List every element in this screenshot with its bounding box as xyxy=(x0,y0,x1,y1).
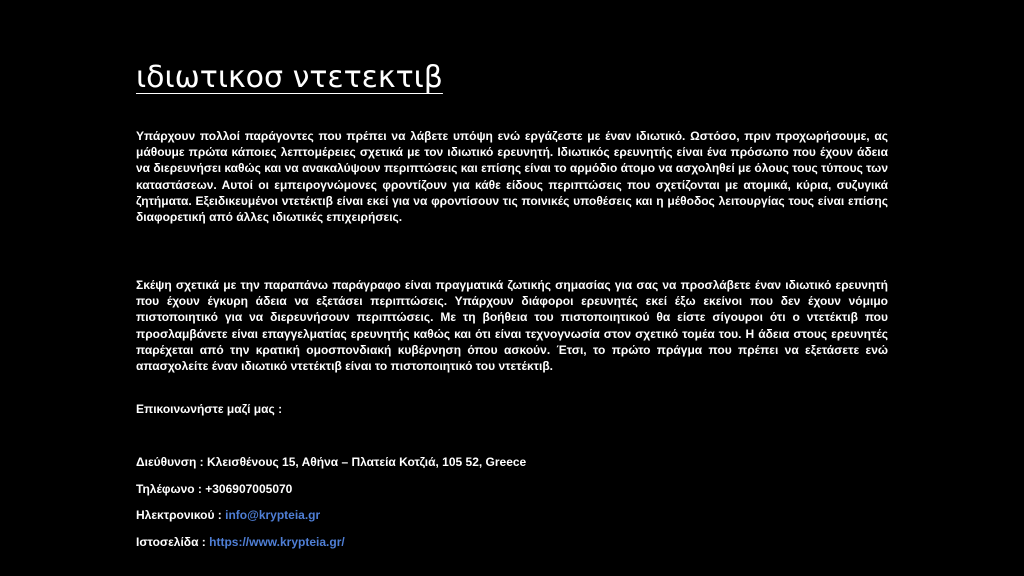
contact-heading: Επικοινωνήστε μαζί μας : xyxy=(136,402,283,416)
contact-phone: Τηλέφωνο : +306907005070 xyxy=(136,482,293,496)
paragraph-intro: Υπάρχουν πολλοί παράγοντες που πρέπει να λάβετε υπόψη ενώ εργάζεστε με έναν ιδιωτικό. Ωστόσο, πριν προχωρήσουμε, ας μάθουμε πρώτα κάποιες λεπτομέρειες σχετικά με τον ιδιωτικό ερευνητή. Ιδιωτικός ερευνητής είναι ένα πρόσωπο που έχουν άδεια να διερευνήσει καθώς και να ανακαλύψουν περιπτώσεις και επίσης είναι το αρμόδιο άτομο να ασχοληθεί με όλους τους τύπους των καταστάσεων. Αυτοί οι εμπειρογνώμονες φροντίζουν για κάθε είδους περιπτώσεις που σχετίζονται με ατομικά, κύρια, συζυγικά ζητήματα. Εξειδικευμένοι ντετέκτιβ είναι εκεί για να φροντίσουν τις ποινικές υποθέσεις και η μέθοδος λειτουργίας τους είναι επίσης διαφορετική από άλλες ιδιωτικές επιχειρήσεις. xyxy=(136,129,888,225)
website-label: Ιστοσελίδα : xyxy=(136,535,210,549)
slide-title: ιδιωτικοσ ντετεκτιβ xyxy=(136,60,443,95)
email-link[interactable]: info@krypteia.gr xyxy=(225,508,321,522)
contact-address: Διεύθυνση : Κλεισθένους 15, Αθήνα – Πλατεία Κοτζιά, 105 52, Greece xyxy=(136,455,527,469)
email-label: Ηλεκτρονικού : xyxy=(136,508,226,522)
contact-website xyxy=(136,534,345,550)
website-link[interactable]: https://www.krypteia.gr/ xyxy=(209,535,345,549)
contact-email xyxy=(136,507,320,523)
paragraph-license: Σκέψη σχετικά με την παραπάνω παράγραφο είναι πραγματικά ζωτικής σημασίας για σας να προσλάβετε έναν ιδιωτικό ερευνητή που έχουν έγκυρη άδεια να εξετάσει περιπτώσεις. Υπάρχουν διάφοροι ερευνητές εκεί έξω εκείνοι που δεν έχουν νόμιμο πιστοποιητικό για να διερευνήσουν περιπτώσεις. Με τη βοήθεια του πιστοποιητικού θα είστε σίγουροι ότι ο ντετέκτιβ που προσλαμβάνετε είναι επαγγελματίας ερευνητής καθώς και ότι είναι τεχνογνωσία στον σχετικό τομέα του. Η άδεια στους ερευνητές παρέχεται από την κρατική ομοσπονδιακή κυβέρνηση όπου ασκούν. Έτσι, το πρώτο πράγμα που πρέπει να εξετάσετε ενώ απασχολείτε έναν ιδιωτικό ντετέκτιβ είναι το πιστοποιητικό του ντετέκτιβ. xyxy=(136,278,888,374)
